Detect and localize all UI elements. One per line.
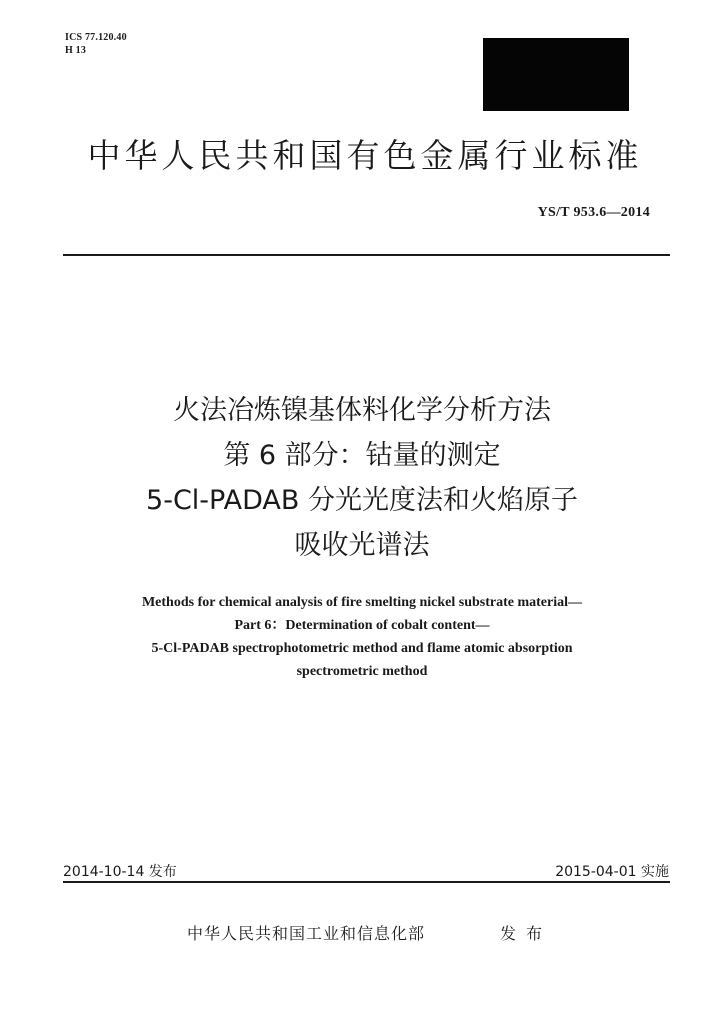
implementation-date: 2015-04-01 实施 (555, 864, 669, 880)
publish-label: 发布 (500, 924, 553, 943)
classification-codes (65, 31, 127, 57)
english-title-line: 5-Cl-PADAB spectrophotometric method and flame atomic absorption (151, 641, 573, 656)
redacted-block (483, 38, 629, 111)
chinese-title-line: 吸收光谱法 (294, 530, 430, 561)
chinese-title-line: 火法冶炼镍基体料化学分析方法 (173, 395, 551, 426)
issuing-authority: 中华人民共和国工业和信息化部 (187, 924, 426, 943)
class-code: H 13 (65, 45, 87, 56)
ics-code: ICS 77.120.40 (65, 32, 127, 43)
bottom-divider (63, 881, 670, 883)
english-title (40, 591, 684, 683)
english-title-line: Part 6：Determination of cobalt content— (234, 618, 490, 633)
chinese-title (40, 388, 684, 568)
english-title-line: Methods for chemical analysis of fire smelting nickel substrate material— (141, 595, 583, 610)
english-title-line: spectrometric method (296, 664, 428, 679)
issue-date: 2014-10-14 发布 (63, 864, 177, 880)
chinese-title-line: 5-Cl-PADAB 分光光度法和火焰原子 (146, 485, 578, 516)
standard-number: YS/T 953.6—2014 (537, 205, 650, 220)
top-divider (63, 254, 670, 256)
chinese-title-line: 第 6 部分：钴量的测定 (223, 440, 501, 471)
organization-title: 中华人民共和国有色金属行业标准 (87, 136, 643, 175)
